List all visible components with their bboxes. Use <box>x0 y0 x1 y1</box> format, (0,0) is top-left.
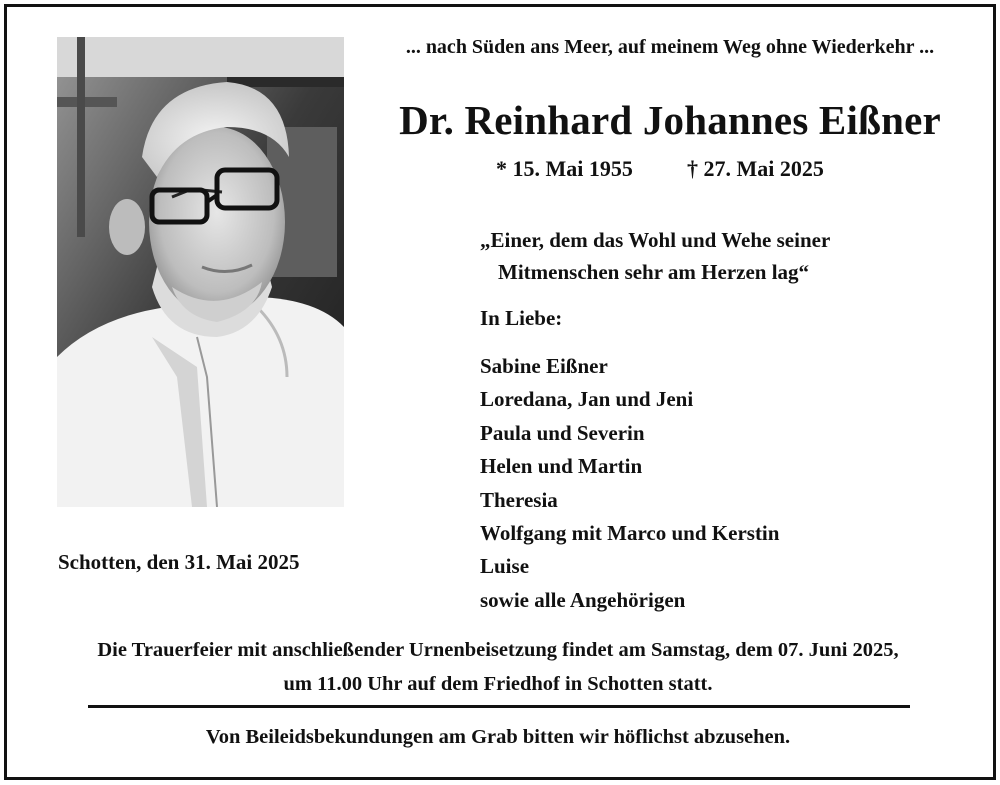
mourner-item: Helen und Martin <box>480 454 643 479</box>
mourner-item: Sabine Eißner <box>480 354 608 378</box>
death-date: † 27. Mai 2025 <box>687 156 824 181</box>
quote-line-1: „Einer, dem das Wohl und Wehe seiner <box>480 228 831 252</box>
deceased-name: Dr. Reinhard Johannes Eißner <box>399 97 941 143</box>
mourner-item: Luise <box>480 554 530 579</box>
mourner-item: Theresia <box>480 487 558 512</box>
mourner-item: Loredana, Jan und Jeni <box>480 387 694 412</box>
divider-rule <box>88 705 910 708</box>
condolence-request: Von Beileidsbekundungen am Grab bitten wir höflichst abzusehen. <box>205 726 791 748</box>
birth-date: * 15. Mai 1955 <box>496 156 633 181</box>
funeral-line-1: Die Trauerfeier mit anschließender Urnenbeisetzung findet am Samstag, dem 07. Juni 2025, <box>97 639 899 661</box>
place-and-date: Schotten, den 31. Mai 2025 <box>58 550 300 574</box>
mourner-item: Paula und Severin <box>480 420 645 445</box>
mourners-list <box>480 350 779 617</box>
quote-line-2: Mitmenschen sehr am Herzen lag“ <box>498 260 810 284</box>
in-love-label: In Liebe: <box>480 306 563 330</box>
portrait-photo <box>57 37 344 507</box>
memorial-quote <box>480 224 830 288</box>
motto-line: ... nach Süden ans Meer, auf meinem Weg ohne Wiederkehr ... <box>405 36 935 58</box>
funeral-details <box>30 633 966 701</box>
funeral-line-2: um 11.00 Uhr auf dem Friedhof in Schotten statt. <box>283 673 713 695</box>
mourner-item: sowie alle Angehörigen <box>480 587 686 612</box>
mourner-item: Wolfgang mit Marco und Kerstin <box>480 521 780 546</box>
